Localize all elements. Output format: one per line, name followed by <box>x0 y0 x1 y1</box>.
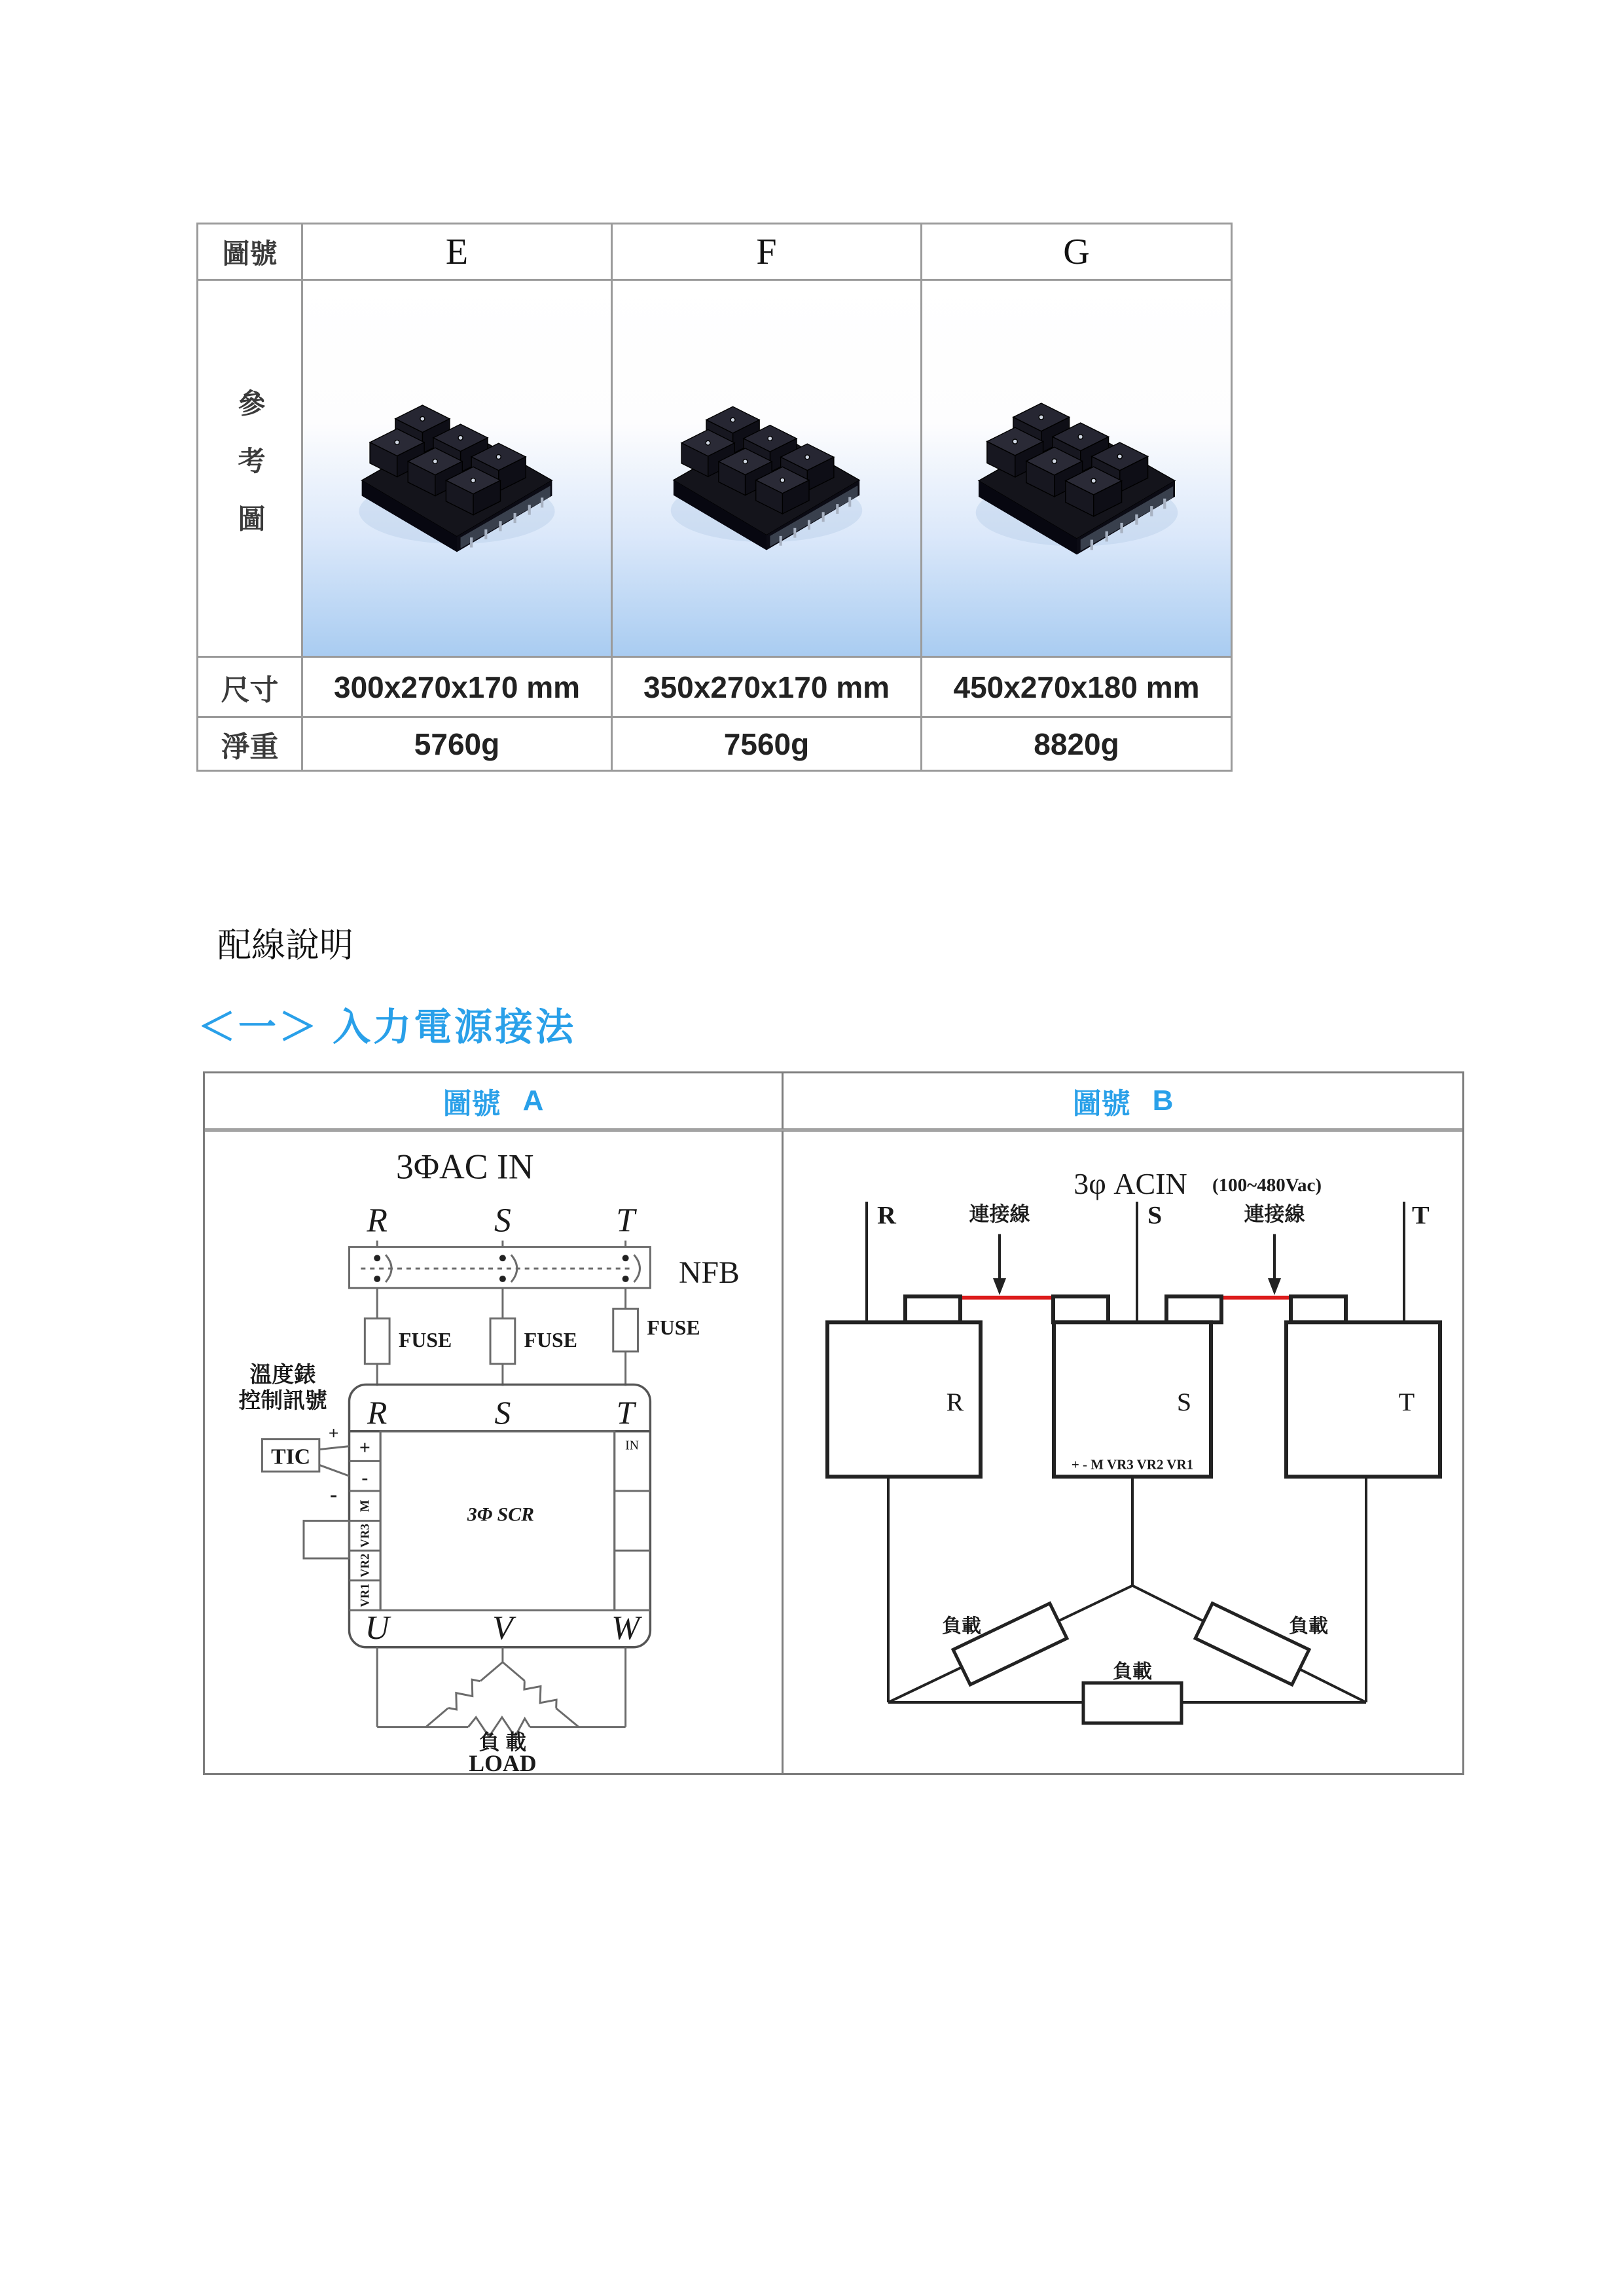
output-w: W <box>611 1609 640 1647</box>
wiring-table-header <box>205 1073 1462 1132</box>
scr-unit-illustration <box>339 373 575 564</box>
panel-a-diagram <box>205 1132 784 1773</box>
nfb-label: NFB <box>679 1255 740 1290</box>
load-caption-cn: 負 載 <box>478 1730 527 1754</box>
figure-label: 圖號 <box>1072 1088 1130 1120</box>
unit-label-t: T <box>1398 1388 1415 1417</box>
column-header-model-g: G <box>922 224 1233 281</box>
ac-in-title: 3ΦAC IN <box>396 1147 534 1187</box>
figure-label: 圖號 <box>442 1088 501 1120</box>
scr-label: 3Φ SCR <box>467 1503 534 1526</box>
load-caption-en: LOAD <box>469 1750 537 1773</box>
terminal-vr2: VR2 <box>358 1553 372 1578</box>
load-delta <box>888 1477 1366 1723</box>
phase-label-s: S <box>494 1202 511 1240</box>
down-arrow-icon <box>1268 1234 1281 1295</box>
phase-label-s: S <box>1147 1200 1163 1230</box>
panel-a-header <box>205 1073 784 1128</box>
input-wires <box>377 1240 625 1247</box>
fuse-s <box>490 1318 515 1363</box>
tic-plus-mark: + <box>328 1423 339 1444</box>
fuse-label-r: FUSE <box>398 1329 452 1352</box>
three-phase-scr-schematic <box>205 1132 782 1773</box>
wires-fuse-to-scr <box>377 1352 625 1386</box>
temp-signal-caption-1: 溫度錶 <box>249 1362 316 1388</box>
row-header-reference-image: 參考圖 <box>198 281 303 658</box>
nfb-box <box>349 1247 650 1287</box>
panel-b-diagram <box>784 1132 1462 1773</box>
load-caption-right: 負載 <box>1289 1615 1328 1637</box>
terminal-minus: - <box>361 1467 369 1489</box>
wiring-diagram-table <box>203 1071 1464 1775</box>
terminal-vr3: VR3 <box>358 1524 372 1548</box>
load-caption-left: 負載 <box>942 1615 981 1637</box>
weight-value-e: 5760g <box>303 718 613 772</box>
voltage-range: (100~480Vac) <box>1212 1175 1322 1196</box>
resistor-zigzag-right <box>520 1676 560 1713</box>
tic-wires <box>319 1446 350 1477</box>
unit-box-t <box>1286 1322 1440 1477</box>
table-corner-figure-label: 圖號 <box>198 224 303 281</box>
output-v: V <box>492 1609 513 1647</box>
product-spec-table <box>196 223 1233 772</box>
three-unit-wiring-diagram <box>784 1132 1462 1773</box>
phase-label-t: T <box>1412 1200 1430 1230</box>
section-title-wiring-instructions: 配線說明 <box>217 927 354 965</box>
scr-terminal-s: S <box>494 1394 511 1431</box>
ac-in-title: 3φ ACIN <box>1074 1167 1187 1201</box>
fuse-r <box>365 1318 389 1363</box>
phase-label-t: T <box>616 1202 635 1240</box>
breaker-symbol <box>361 1255 640 1282</box>
jumper-caption-right: 連接線 <box>1244 1202 1305 1226</box>
product-photo-g <box>922 281 1233 658</box>
tic-minus-mark: - <box>330 1482 338 1507</box>
terminal-m: M <box>357 1499 372 1513</box>
weight-value-g: 8820g <box>922 718 1233 772</box>
unit-label-s: S <box>1176 1388 1192 1417</box>
down-arrow-icon <box>993 1234 1006 1295</box>
resistor-zigzag-left <box>444 1676 484 1713</box>
column-header-model-e: E <box>303 224 613 281</box>
row-header-weight: 淨重 <box>198 718 303 772</box>
jumper-caption-left: 連接線 <box>969 1202 1030 1226</box>
scr-terminal-t: T <box>616 1394 635 1431</box>
heading-input-power-connection: ＜一＞ 入力電源接法 <box>198 1006 577 1049</box>
dimensions-value-g: 450x270x180 mm <box>922 658 1233 718</box>
column-header-model-f: F <box>613 224 922 281</box>
weight-value-f: 7560g <box>613 718 922 772</box>
fuse-label-t: FUSE <box>647 1316 700 1340</box>
product-photo-f <box>613 281 922 658</box>
wires-nfb-to-fuse <box>377 1288 625 1319</box>
figure-letter-a: A <box>522 1085 544 1117</box>
scr-terminal-r: R <box>367 1394 388 1431</box>
scr-right-terminal-strip <box>615 1431 651 1610</box>
terminal-in: IN <box>625 1438 640 1453</box>
row-header-dimensions: 尺寸 <box>198 658 303 718</box>
output-u: U <box>365 1609 389 1647</box>
load-box-bottom <box>1083 1683 1182 1723</box>
dimensions-value-f: 350x270x170 mm <box>613 658 922 718</box>
load-delta <box>377 1647 625 1737</box>
terminal-tabs <box>905 1297 1346 1323</box>
phase-label-r: R <box>877 1200 896 1230</box>
scr-unit-illustration <box>651 375 882 562</box>
phase-label-r: R <box>367 1202 388 1240</box>
product-photo-e <box>303 281 613 658</box>
dimensions-value-e: 300x270x170 mm <box>303 658 613 718</box>
terminal-plus: + <box>359 1437 370 1459</box>
load-caption-bottom: 負載 <box>1113 1660 1152 1683</box>
tic-label: TIC <box>271 1444 311 1469</box>
temp-signal-caption-2: 控制訊號 <box>238 1388 327 1414</box>
aux-connector-box <box>304 1521 350 1558</box>
scr-left-terminal-strip <box>349 1431 380 1610</box>
figure-letter-b: B <box>1152 1085 1174 1117</box>
scr-unit-illustration <box>955 370 1199 567</box>
red-jumper-wires <box>945 1298 1322 1319</box>
unit-label-r: R <box>946 1388 964 1417</box>
terminal-vr1: VR1 <box>358 1583 372 1607</box>
terminal-strip-text: + - M VR3 VR2 VR1 <box>1071 1456 1194 1473</box>
panel-b-header <box>784 1073 1462 1128</box>
fuse-t <box>613 1309 638 1352</box>
fuse-label-s: FUSE <box>524 1329 577 1352</box>
